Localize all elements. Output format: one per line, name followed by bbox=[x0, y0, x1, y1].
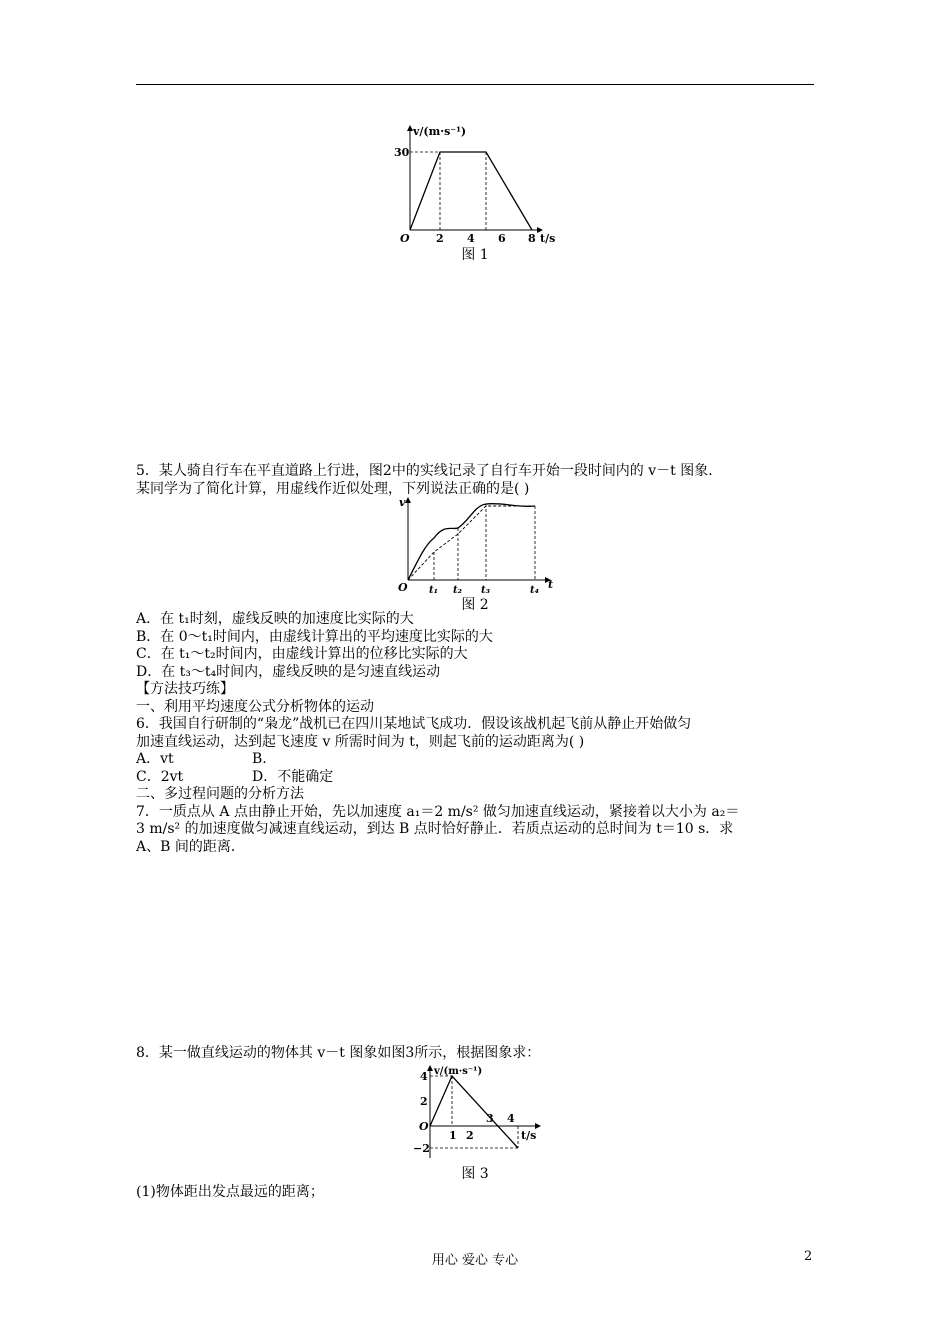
fig3-y-tick: 4 bbox=[420, 1070, 428, 1083]
q7-line: 7．一质点从 A 点由静止开始，先以加速度 a₁＝2 m/s² 做匀加速直线运动，紧接着以大小为 a₂＝ bbox=[136, 803, 740, 820]
fig1-x-tick: 6 bbox=[498, 232, 506, 245]
fig2-x-axis-label: t bbox=[548, 578, 554, 591]
fig3-x-tick: 2 bbox=[466, 1129, 474, 1142]
figure-3 bbox=[410, 1062, 550, 1166]
figure-2-graph bbox=[390, 494, 570, 598]
fig3-x-tick: 4 bbox=[507, 1112, 515, 1125]
figure-2 bbox=[390, 494, 570, 602]
question-8 bbox=[136, 1045, 826, 1063]
fig2-x-tick: t₁ bbox=[429, 585, 438, 596]
fig2-x-tick: t₄ bbox=[530, 585, 539, 596]
figure-3-graph bbox=[410, 1062, 550, 1162]
section-method-heading: 【方法技巧练】 bbox=[136, 681, 234, 697]
q8-line: 8．某一做直线运动的物体其 v－t 图象如图3所示，根据图象求： bbox=[136, 1045, 541, 1061]
figure-1-graph bbox=[390, 118, 570, 248]
q5-option-c: C．在 t₁～t₂时间内，由虚线计算出的位移比实际的大 bbox=[136, 646, 468, 662]
fig1-x-axis-label: t/s bbox=[540, 232, 556, 245]
q5-line: 某同学为了简化计算，用虚线作近似处理，下列说法正确的是( ) bbox=[136, 480, 530, 497]
fig1-x-tick: 8 bbox=[528, 232, 536, 245]
fig3-y-axis-label: v/(m·s⁻¹) bbox=[434, 1066, 483, 1077]
fig3-y-tick: −2 bbox=[413, 1142, 430, 1155]
q5-option-d: D．在 t₃～t₄时间内，虚线反映的是匀速直线运动 bbox=[136, 663, 441, 680]
fig1-y-axis-label: v/(m·s⁻¹) bbox=[413, 125, 467, 138]
header-rule bbox=[136, 84, 814, 85]
q7-line: 3 m/s² 的加速度做匀减速直线运动，到达 B 点时恰好静止．若质点运动的总时间为 t＝10 s．求 bbox=[136, 821, 734, 837]
q6-option-d: D．不能确定 bbox=[252, 768, 334, 785]
figure-1-caption: 图 1 bbox=[461, 247, 489, 263]
fig2-origin: O bbox=[398, 581, 408, 594]
q6-options-row bbox=[136, 769, 826, 787]
q5-option-b: B．在 0～t₁时间内，由虚线计算出的平均速度比实际的大 bbox=[136, 628, 493, 645]
question-5 bbox=[136, 463, 826, 498]
page-footer: 用心 爱心 专心 bbox=[431, 1253, 519, 1268]
fig1-y-tick: 30 bbox=[394, 146, 410, 159]
fig3-x-tick: 3 bbox=[486, 1112, 494, 1125]
section-2-heading: 二、多过程问题的分析方法 bbox=[136, 786, 304, 802]
q6-option-b: B. bbox=[252, 751, 267, 767]
section-1-heading: 一、利用平均速度公式分析物体的运动 bbox=[136, 698, 374, 715]
q6-option-c: C．2vt bbox=[136, 768, 184, 785]
q5-line: 5．某人骑自行车在平直道路上行进，图2中的实线记录了自行车开始一段时间内的 v－t 图象． bbox=[136, 463, 723, 479]
fig2-x-tick: t₂ bbox=[453, 585, 462, 596]
fig2-x-tick: t₃ bbox=[481, 585, 490, 596]
fig2-y-axis-label: v bbox=[399, 496, 406, 509]
fig3-x-axis-label: t/s bbox=[521, 1129, 537, 1142]
fig3-origin: O bbox=[419, 1120, 429, 1133]
q8-subquestion-1 bbox=[136, 1184, 826, 1202]
figure-3-caption: 图 3 bbox=[461, 1166, 489, 1182]
q8-sub1: (1)物体距出发点最远的距离； bbox=[136, 1184, 324, 1200]
fig1-origin: O bbox=[400, 232, 410, 245]
q5-option-a: A．在 t₁时刻，虚线反映的加速度比实际的大 bbox=[136, 611, 414, 627]
q5-options-and-sections bbox=[136, 611, 826, 856]
q6-line: 6．我国自行研制的“枭龙”战机已在四川某地试飞成功．假设该战机起飞前从静止开始做匀 bbox=[136, 716, 692, 732]
q6-options-row bbox=[136, 751, 826, 769]
fig1-x-tick: 4 bbox=[467, 232, 475, 245]
page-number: 2 bbox=[804, 1249, 813, 1264]
fig3-x-tick: 1 bbox=[449, 1129, 457, 1142]
figure-2-caption: 图 2 bbox=[461, 597, 489, 613]
fig3-y-tick: 2 bbox=[420, 1095, 428, 1108]
q6-option-a: A．vt bbox=[136, 751, 174, 767]
figure-1 bbox=[390, 118, 570, 252]
fig1-x-tick: 2 bbox=[436, 232, 444, 245]
q7-line: A、B 间的距离． bbox=[136, 838, 245, 855]
q6-line: 加速直线运动，达到起飞速度 v 所需时间为 t，则起飞前的运动距离为( ) bbox=[136, 733, 585, 750]
